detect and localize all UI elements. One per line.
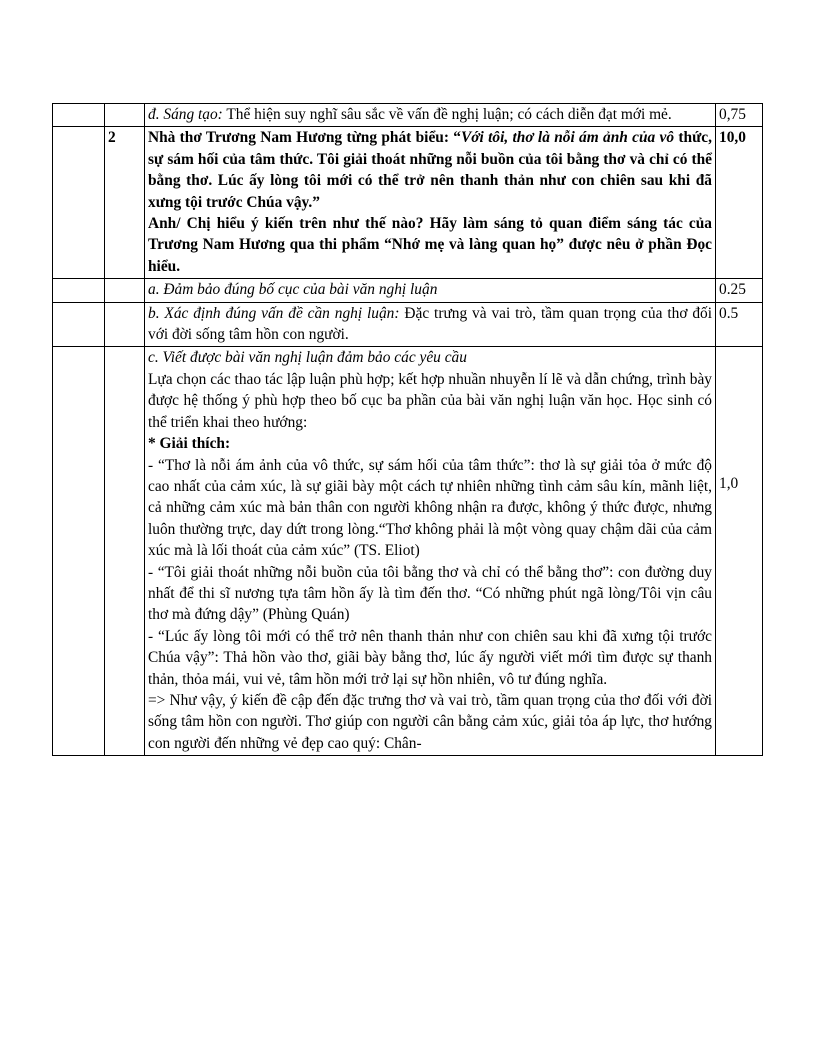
criterion-sang-tao bbox=[145, 104, 716, 127]
row-question-2 bbox=[53, 127, 763, 279]
question-number: 2 bbox=[105, 127, 145, 279]
score-van-de: 0.5 bbox=[716, 302, 763, 347]
cell-section bbox=[53, 302, 105, 347]
question-quote-italic: Với tôi, thơ là nỗi ám ảnh của vô bbox=[460, 129, 675, 147]
question-prompt bbox=[145, 127, 716, 279]
criterion-text: Đặc trưng và vai trò, tầm quan trọng của thơ đối với đời sống tâm hồn con người. bbox=[148, 304, 713, 344]
explanation-point-3: - “Lúc ấy lòng tôi mới có thể trở nên thanh thản như con chiên sau khi đã xưng tội trước Chúa vậy”: Thả hồn vào thơ, giãi bày bằng thơ, lúc ấy người viết mới tìm được sự thanh thản, thỏa mái, vui vẻ, tâm hồn mới trở lại sự hồn nhiên, vô tư đúng nghĩa. bbox=[148, 627, 712, 688]
cell-section bbox=[53, 127, 105, 279]
cell-section bbox=[53, 279, 105, 302]
cell-number bbox=[105, 104, 145, 127]
row-van-de bbox=[53, 302, 763, 347]
explanation-conclusion: => Như vậy, ý kiến đề cập đến đặc trưng thơ và vai trò, tầm quan trọng của thơ đối với đời sống tâm hồn con người. Thơ giúp con người cân bằng cảm xúc, giải tỏa áp lực, thơ hướng con người đến những vẻ đẹp cao quý: Chân- bbox=[148, 691, 712, 752]
question-task: Anh/ Chị hiểu ý kiến trên như thế nào? Hãy làm sáng tỏ quan điểm sáng tác của Trương Nam Hương qua thi phẩm “Nhớ mẹ và làng quan họ” được nêu ở phần Đọc hiểu. bbox=[148, 215, 712, 275]
criterion-label: đ. Sáng tạo: bbox=[148, 106, 223, 123]
score-bo-cuc: 0.25 bbox=[716, 279, 763, 302]
cell-number bbox=[105, 279, 145, 302]
giai-thich-heading: * Giải thích: bbox=[148, 435, 231, 453]
score-question: 10,0 bbox=[716, 127, 763, 279]
criterion-text: Thể hiện suy nghĩ sâu sắc về vấn đề nghị luận; có cách diễn đạt mới mẻ. bbox=[222, 106, 672, 123]
criterion-van-de bbox=[145, 302, 716, 347]
criterion-heading: c. Viết được bài văn nghị luận đảm bảo các yêu cầu bbox=[148, 349, 467, 367]
score-bai-van: 1,0 bbox=[719, 475, 739, 493]
row-sang-tao bbox=[53, 104, 763, 127]
row-bo-cuc bbox=[53, 279, 763, 302]
criterion-bai-van bbox=[145, 347, 716, 756]
score-sang-tao: 0,75 bbox=[716, 104, 763, 127]
cell-number bbox=[105, 302, 145, 347]
cell-number bbox=[105, 347, 145, 756]
criterion-bo-cuc: a. Đảm bảo đúng bố cục của bài văn nghị luận bbox=[145, 279, 716, 302]
cell-section bbox=[53, 104, 105, 127]
score-bai-van-cell bbox=[716, 347, 763, 756]
cell-section bbox=[53, 347, 105, 756]
explanation-point-2: - “Tôi giải thoát những nỗi buồn của tôi bằng thơ và chỉ có thể bằng thơ”: con đường duy nhất để thi sĩ nương tựa tâm hồn ấy là tìm đến thơ. “Có những phút ngã lòng/Tôi vịn câu thơ mà đứng dậy” (Phùng Quán) bbox=[148, 563, 712, 624]
criterion-intro: Lựa chọn các thao tác lập luận phù hợp; kết hợp nhuần nhuyễn lí lẽ và dẫn chứng, trình bày được hệ thống ý phù hợp theo bố cục ba phần của bài văn nghị luận văn học. Học sinh có thể triển khai theo hướng: bbox=[148, 370, 712, 431]
explanation-point-1: - “Thơ là nỗi ám ảnh của vô thức, sự sám hối của tâm thức”: thơ là sự giải tỏa ở mức độ cao nhất của cảm xúc, là sự giãi bày một cách tự nhiên những tình cảm sâu kín, mãnh liệt, cả những cảm xúc mà bản thân con người không nhận ra được, không ý thức được, nhưng luôn thường trực, day dứt trong lòng.“Thơ không phải là một vòng quay chậm dãi của cảm xúc mà là lối thoát của cảm xúc” (TS. Eliot) bbox=[148, 456, 712, 560]
grading-table bbox=[52, 103, 763, 756]
question-quote-rest: thức, sự sám hối của tâm thức. Tôi giải thoát những nỗi buồn của tôi bằng thơ và chỉ có thể bằng thơ. Lúc ấy lòng tôi mới có thể trở nên thanh thản như con chiên sau khi đã xưng tội trước Chúa vậy.” bbox=[148, 129, 712, 211]
question-intro: Nhà thơ Trương Nam Hương từng phát biểu: “ bbox=[148, 129, 461, 147]
row-bai-van bbox=[53, 347, 763, 756]
criterion-label: b. Xác định đúng vấn đề cần nghị luận: bbox=[148, 304, 400, 322]
